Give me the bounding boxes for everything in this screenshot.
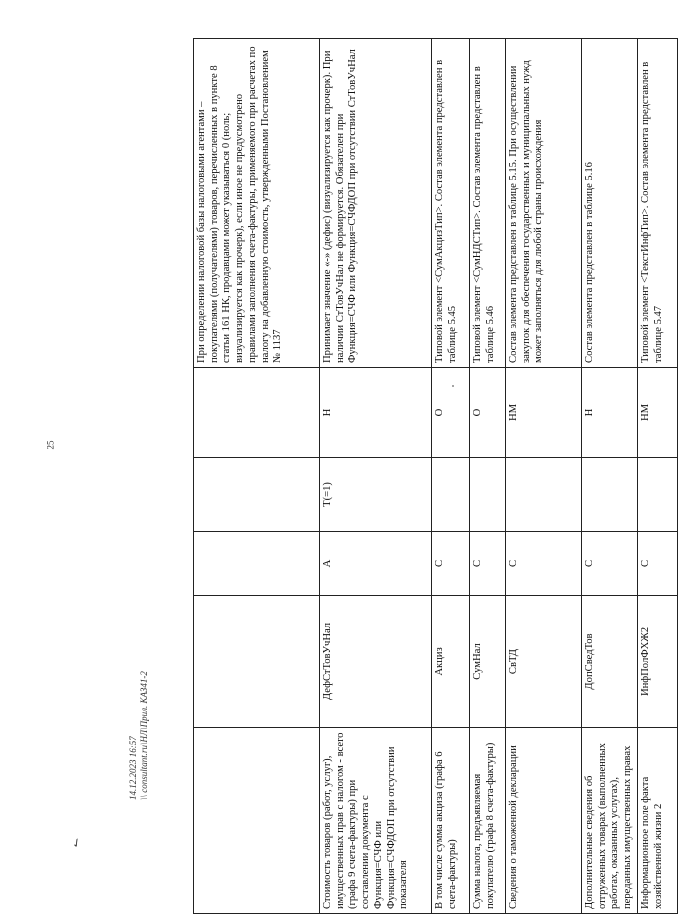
cell-type: А — [320, 532, 432, 596]
table-row — [582, 39, 638, 914]
requisites-table — [193, 38, 678, 914]
cell-req: НМ — [506, 368, 582, 458]
cell-code: Акциз — [432, 596, 470, 728]
page-number: 25 — [45, 440, 56, 450]
cell-name: Стоимость товаров (работ, услуг), имущественных прав с налогом - всего (графа 9 счета-фактуры) при составлении документа с Функция=СЧФ или Функция=СЧФДОП при отсутствии показателя — [320, 728, 432, 914]
table-row — [320, 39, 432, 914]
cell-type: С — [432, 532, 470, 596]
cell-name: Информационное поле факта хозяйственной жизни 2 — [637, 728, 677, 914]
handwritten-check-mark: ✓ — [68, 834, 85, 852]
stamp-line-1: 14.12.2023 16:57 — [128, 736, 138, 800]
cell-name: Дополнительные сведения об отгруженных товарах (выполненных работах, оказанных услугах), переданных имущественных правах — [582, 728, 638, 914]
cell-name: Сведения о таможенной декларации — [506, 728, 582, 914]
cell-format — [506, 458, 582, 532]
cell-code: ДефСтТовУчНал — [320, 596, 432, 728]
cell-req: О — [432, 368, 470, 458]
cell-code: СумНал — [470, 596, 506, 728]
cell-note: Типовой элемент <СумАкцизТип>. Состав элемента представлен в таблице 5.45 — [432, 39, 470, 368]
cell-req-empty — [194, 368, 320, 458]
cell-note: При определении налоговой базы налоговыми агентами – покупателями (получателями) товаров, перечисленных в пункте 8 статьи 161 НК, продавцами может указываться 0 (ноль; визуализируется как прочерк), если иное не предусмотрено правилами заполнения счета-фактуры, применяемого при расчетах по налогу на добавленную стоимость, утвержденными Постановлением № 1137 — [194, 39, 320, 368]
cell-req: Н — [320, 368, 432, 458]
cell-req: Н — [582, 368, 638, 458]
print-stamp — [128, 671, 151, 800]
cell-type-empty — [194, 532, 320, 596]
rotated-table-area — [193, 0, 664, 921]
cell-type: С — [637, 532, 677, 596]
cell-name: В том числе сумма акциза (графа 6 счета-фактуры) — [432, 728, 470, 914]
cell-type: С — [470, 532, 506, 596]
cell-req: НМ — [637, 368, 677, 458]
cell-note: Типовой элемент <ТекстИнфТип>. Состав элемента представлен в таблице 5.47 — [637, 39, 677, 368]
cell-name: Сумма налога, предъявляемая покупателю (графа 8 счета-фактуры) — [470, 728, 506, 914]
cell-format — [470, 458, 506, 532]
cell-note: Состав элемента представлен в таблице 5.16 — [582, 39, 638, 368]
table-row-continuation — [194, 39, 320, 914]
cell-code: ДопСведТов — [582, 596, 638, 728]
cell-code-empty — [194, 596, 320, 728]
cell-code: СвТД — [506, 596, 582, 728]
cell-code: ИнфПолФХЖ2 — [637, 596, 677, 728]
stamp-line-2: \\ consultant.ru\НЛ\Прил. КАЗ41-2 — [139, 671, 150, 800]
cell-req: О — [470, 368, 506, 458]
table-row — [470, 39, 506, 914]
table-row — [506, 39, 582, 914]
cell-name-empty — [194, 728, 320, 914]
cell-format — [637, 458, 677, 532]
cell-note: Принимает значение «-» (дефис) (визуализируется как прочерк). При наличии СтТовУчНал не формируется. Обязателен при Функция=СЧФ или Функция=СЧФДОП при отсутствии СтТовУчНал — [320, 39, 432, 368]
table-row — [432, 39, 470, 914]
cell-type: С — [506, 532, 582, 596]
cell-note: Состав элемента представлен в таблице 5.15. При осуществлении закупок для обеспечения государственных и муниципальных нужд может заполняться для любой страны происхождения — [506, 39, 582, 368]
table-row — [637, 39, 677, 914]
cell-format-empty — [194, 458, 320, 532]
cell-note: Типовой элемент <СумНДСТип>. Состав элемента представлен в таблице 5.46 — [470, 39, 506, 368]
cell-type: С — [582, 532, 638, 596]
cell-format — [432, 458, 470, 532]
cell-format — [582, 458, 638, 532]
cell-format: T(=1) — [320, 458, 432, 532]
